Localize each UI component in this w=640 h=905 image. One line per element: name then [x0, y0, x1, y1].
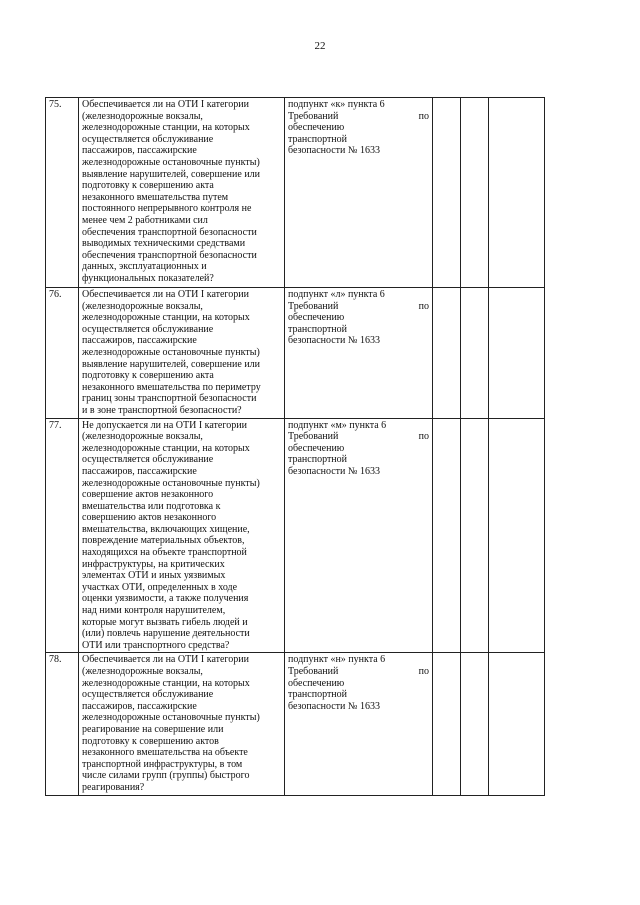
question-line: находящихся на объекте транспортной [82, 547, 247, 559]
question-line: постоянного непрерывного контроля не [82, 203, 252, 215]
question-line: Обеспечивается ли на ОТИ I категории [82, 654, 249, 666]
question-line: участках ОТИ, определенных в ходе [82, 581, 238, 593]
question-line: данных, эксплуатационных и [82, 261, 207, 273]
question-line: (железнодорожные вокзалы, [82, 110, 203, 122]
question-line: обеспечения транспортной безопасности [82, 226, 257, 238]
reference-text: транспортной [288, 323, 348, 335]
question-line: железнодорожные станции, на которых [82, 677, 250, 689]
reference-text: безопасности № 1633 [288, 145, 380, 157]
question-cell [79, 418, 285, 653]
reference-text: по [418, 110, 429, 122]
question-line: (или) повлечь нарушение деятельности [82, 628, 250, 640]
question-line: осуществляется обслуживание [82, 323, 214, 335]
question-line: Обеспечивается ли на ОТИ I категории [82, 99, 249, 110]
requirement-reference-cell [285, 418, 433, 653]
page-number: 22 [314, 40, 326, 52]
question-line: реагирования? [82, 781, 145, 793]
reference-line [288, 301, 429, 313]
row-number: 77. [46, 418, 79, 653]
reference-text: обеспечению [288, 122, 345, 134]
question-line: ОТИ или транспортного средства? [82, 639, 230, 651]
row-number: 78. [46, 653, 79, 796]
result-cell-no[interactable] [461, 418, 489, 653]
question-line: реагирование на совершение или [82, 723, 224, 735]
question-line: (железнодорожные вокзалы, [82, 666, 203, 677]
question-line: выводимых техническими средствами [82, 238, 246, 250]
question-line: обеспечения транспортной безопасности [82, 249, 257, 261]
question-line: элементах ОТИ и иных уязвимых [82, 570, 226, 582]
reference-text: Требований [288, 300, 339, 312]
question-line: (железнодорожные вокзалы, [82, 300, 203, 312]
question-cell [79, 98, 285, 288]
question-line: незаконного вмешательства путем [82, 191, 229, 203]
question-line: выявление нарушителей, совершение или [82, 358, 261, 370]
table-row [46, 653, 545, 796]
question-line: подготовку к совершению акта [82, 370, 214, 382]
question-line: (железнодорожные вокзалы, [82, 431, 203, 443]
question-line: совершению актов незаконного [82, 512, 217, 524]
reference-text: подпункт «л» пункта 6 [288, 289, 385, 300]
reference-text: Требований [288, 666, 339, 677]
question-line: пассажиров, пассажирские [82, 145, 197, 157]
question-line: функциональных показателей? [82, 272, 214, 284]
row-number: 75. [46, 98, 79, 288]
table-row [46, 288, 545, 419]
question-line: пассажиров, пассажирские [82, 700, 197, 712]
reference-text: транспортной [288, 689, 348, 701]
question-line: Обеспечивается ли на ОТИ I категории [82, 289, 249, 300]
reference-text: Требований [288, 431, 339, 443]
result-cell-no[interactable] [461, 288, 489, 419]
question-line: осуществляется обслуживание [82, 133, 214, 145]
question-line: вмешательства или подготовка к [82, 500, 221, 512]
question-cell [79, 653, 285, 796]
question-line: и в зоне транспортной безопасности? [82, 404, 242, 416]
reference-text: обеспечению [288, 312, 345, 324]
reference-line [288, 666, 429, 678]
reference-text: подпункт «к» пункта 6 [288, 99, 385, 110]
question-line: инфраструктуры, на критических [82, 558, 225, 570]
reference-text: безопасности № 1633 [288, 335, 380, 347]
question-line: пассажиров, пассажирские [82, 335, 197, 347]
reference-text: транспортной [288, 454, 348, 466]
result-cell-yes[interactable] [433, 98, 461, 288]
question-line: вмешательства, включающих хищение, [82, 523, 250, 535]
question-line: железнодорожные станции, на которых [82, 312, 250, 324]
notes-cell[interactable] [489, 98, 545, 288]
table-row [46, 98, 545, 288]
notes-cell[interactable] [489, 288, 545, 419]
reference-text: по [418, 431, 429, 443]
reference-text: подпункт «н» пункта 6 [288, 654, 386, 666]
checklist-table [45, 97, 545, 796]
requirement-reference-cell [285, 288, 433, 419]
question-line: осуществляется обслуживание [82, 454, 214, 466]
requirement-reference-cell [285, 653, 433, 796]
reference-text: обеспечению [288, 677, 345, 689]
result-cell-yes[interactable] [433, 288, 461, 419]
question-line: числе силами групп (группы) быстрого [82, 770, 250, 782]
question-line: незаконного вмешательства на объекте [82, 747, 248, 759]
reference-text: обеспечению [288, 442, 345, 454]
reference-text: безопасности № 1633 [288, 700, 380, 712]
question-line: оценки уязвимости, а также получения [82, 593, 249, 605]
notes-cell[interactable] [489, 418, 545, 653]
question-line: железнодорожные остановочные пункты) [82, 477, 260, 489]
question-line: границ зоны транспортной безопасности [82, 393, 257, 405]
result-cell-no[interactable] [461, 98, 489, 288]
question-line: менее чем 2 работниками сил [82, 214, 208, 226]
question-line: подготовку к совершению актов [82, 735, 219, 747]
requirement-reference-cell [285, 98, 433, 288]
reference-text: по [418, 300, 429, 312]
question-line: над ними контроля нарушителем, [82, 605, 226, 617]
question-line: транспортной инфраструктуры, в том [82, 758, 243, 770]
reference-text: безопасности № 1633 [288, 465, 380, 477]
reference-text: по [418, 666, 429, 677]
question-line: совершение актов незаконного [82, 489, 214, 501]
question-line: выявление нарушителей, совершение или [82, 168, 261, 180]
question-line: осуществляется обслуживание [82, 689, 214, 701]
checklist-rows [46, 98, 545, 796]
question-line: незаконного вмешательства по периметру [82, 381, 261, 393]
question-line: пассажиров, пассажирские [82, 465, 197, 477]
question-line: железнодорожные остановочные пункты) [82, 346, 260, 358]
question-cell [79, 288, 285, 419]
notes-cell[interactable] [489, 653, 545, 796]
reference-text: транспортной [288, 133, 348, 145]
question-line: повреждение материальных объектов, [82, 535, 245, 547]
table-row [46, 418, 545, 653]
result-cell-yes[interactable] [433, 418, 461, 653]
reference-line [288, 111, 429, 123]
question-line: железнодорожные станции, на которых [82, 122, 250, 134]
reference-text: подпункт «м» пункта 6 [288, 419, 387, 431]
reference-line [288, 431, 429, 443]
question-line: железнодорожные остановочные пункты) [82, 712, 260, 724]
question-line: железнодорожные станции, на которых [82, 442, 250, 454]
question-line: которые могут вызвать гибель людей и [82, 616, 248, 628]
result-cell-no[interactable] [461, 653, 489, 796]
question-line: подготовку к совершению акта [82, 180, 214, 192]
row-number: 76. [46, 288, 79, 419]
reference-text: Требований [288, 110, 339, 122]
question-line: Не допускается ли на ОТИ I категории [82, 419, 247, 431]
question-line: железнодорожные остановочные пункты) [82, 156, 260, 168]
result-cell-yes[interactable] [433, 653, 461, 796]
